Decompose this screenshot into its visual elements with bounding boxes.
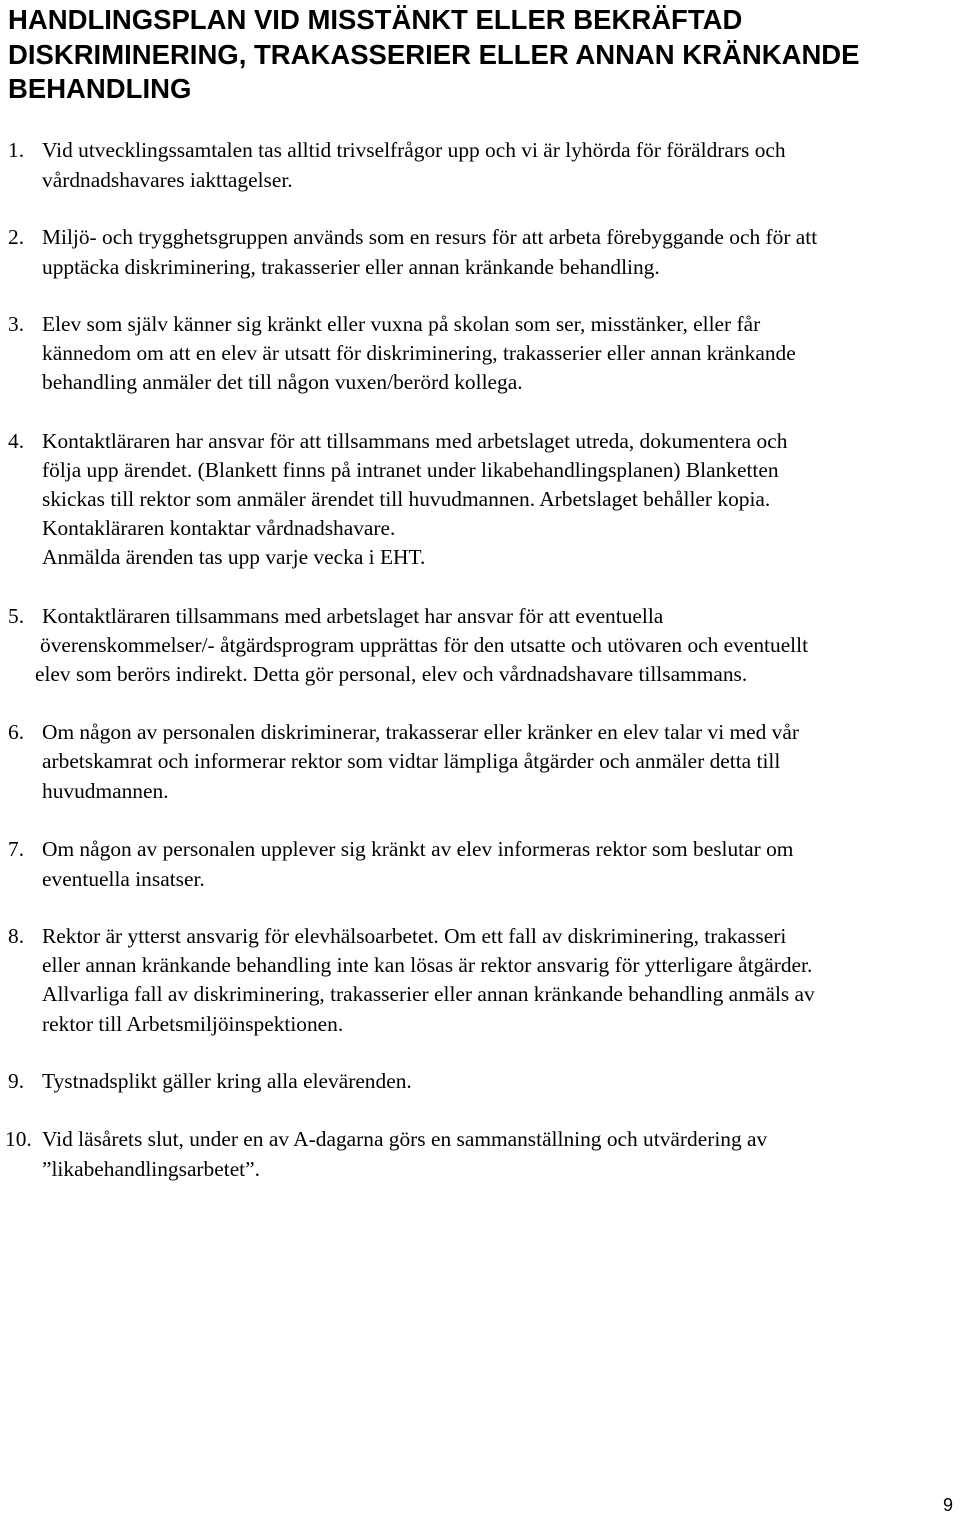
list-item-line: Om någon av personalen upplever sig kränkt av elev informeras rektor som beslutar om [42,837,794,861]
title-line-1: HANDLINGSPLAN VID MISSTÄNKT ELLER BEKRÄFTAD [8,4,743,35]
list-item-line: eventuella insatser. [42,867,205,891]
list-item-line: Om någon av personalen diskriminerar, trakasserar eller kränker en elev talar vi med vår [42,720,799,744]
list-item-number: 7. [8,837,25,861]
list-item-line: överenskommelser/- åtgärdsprogram upprättas för den utsatte och utövaren och eventuellt [40,633,809,657]
list-item-line: skickas till rektor som anmäler ärendet till huvudmannen. Arbetslaget behåller kopia. [42,487,771,511]
list-item-line: följa upp ärendet. (Blankett finns på intranet under likabehandlingsplanen) Blanketten [42,458,779,482]
list-item-line: ”likabehandlingsarbetet”. [42,1157,260,1181]
list-item-number: 9. [8,1069,25,1093]
list-item-number: 5. [8,604,25,628]
list-item-line: Kontaktläraren tillsammans med arbetslaget har ansvar för att eventuella [42,604,664,628]
list-item-line: Vid läsårets slut, under en av A-dagarna görs en sammanställning och utvärdering av [42,1127,768,1151]
list-item-line: rektor till Arbetsmiljöinspektionen. [42,1012,344,1036]
list-item-line: Kontaktläraren har ansvar för att tillsammans med arbetslaget utreda, dokumentera och [42,429,788,453]
list-item-line: elev som berörs indirekt. Detta gör personal, elev och vårdnadshavare tillsammans. [35,662,748,686]
list-item-number: 10. [5,1127,32,1151]
list-item-number: 8. [8,924,25,948]
list-item-line: Anmälda ärenden tas upp varje vecka i EHT. [42,545,426,569]
list-item-line: behandling anmäler det till någon vuxen/berörd kollega. [42,370,523,394]
list-item-line: Rektor är ytterst ansvarig för elevhälsoarbetet. Om ett fall av diskriminering, trakasseri [42,924,787,948]
list-item-line: Tystnadsplikt gäller kring alla elevärenden. [42,1069,412,1093]
list-item-line: Elev som själv känner sig kränkt eller vuxna på skolan som ser, misstänker, eller får [42,312,761,336]
list-item-line: eller annan kränkande behandling inte kan lösas är rektor ansvarig för ytterligare åtgärder. [42,953,813,977]
list-item-line: Miljö- och trygghetsgruppen används som en resurs för att arbeta förebyggande och för att [42,225,818,249]
list-item-line: Allvarliga fall av diskriminering, trakasserier eller annan kränkande behandling anmäls av [42,982,815,1006]
title-line-3: BEHANDLING [8,73,192,104]
list-item-number: 2. [8,225,25,249]
title-line-2: DISKRIMINERING, TRAKASSERIER ELLER ANNAN KRÄNKANDE [8,39,860,70]
list-item-line: huvudmannen. [42,779,169,803]
page-number: 9 [942,1495,953,1515]
list-item-number: 6. [8,720,25,744]
list-item-line: upptäcka diskriminering, trakasserier eller annan kränkande behandling. [42,255,660,279]
list-item-number: 4. [8,429,25,453]
list-item-line: Kontakläraren kontaktar vårdnadshavare. [42,516,396,540]
list-item-number: 1. [8,138,25,162]
list-item-line: arbetskamrat och informerar rektor som vidtar lämpliga åtgärder och anmäler detta till [42,749,781,773]
list-item-line: vårdnadshavares iakttagelser. [42,168,293,192]
list-item-line: kännedom om att en elev är utsatt för diskriminering, trakasserier eller annan kränkande [42,341,796,365]
list-item-line: Vid utvecklingssamtalen tas alltid trivselfrågor upp och vi är lyhörda för föräldrars och [42,138,786,162]
list-item-number: 3. [8,312,25,336]
